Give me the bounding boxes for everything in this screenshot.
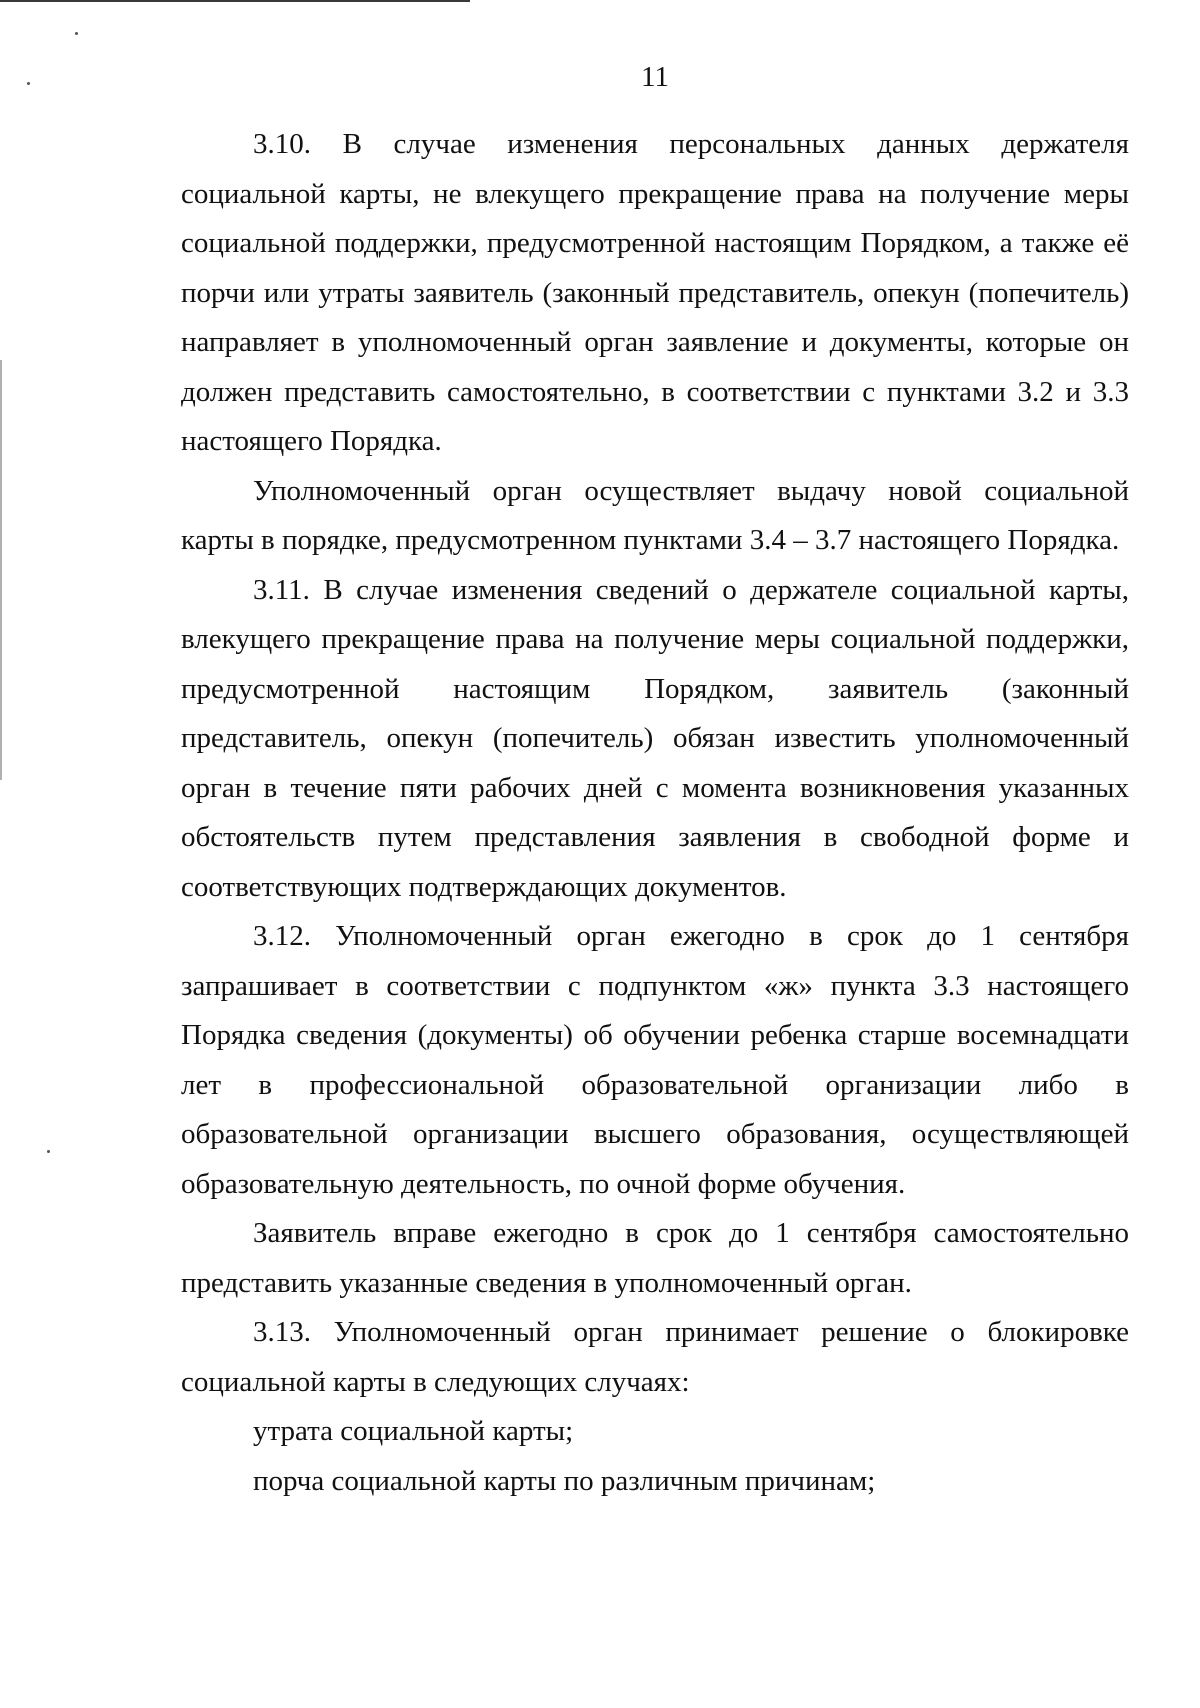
page-number: 11 [641,61,669,93]
list-item-card-loss: утрата социальной карты; [253,1415,574,1447]
list-item-card-damage: порча социальной карты по различным причинам; [253,1464,876,1497]
document-body [181,120,1129,1506]
paragraph-3-12: 3.12. Уполномоченный орган ежегодно в срок до 1 сентября запрашивает в соответствии с подпунктом «ж» пункта 3.3 настоящего Порядка сведения (документы) об обучении ребенка старше восемнадцати лет в профессиональной образовательной организации либо в образовательной организации высшего образования, осуществляющей образовательную деятельность, по очной форме обучения. [181,920,1129,1200]
paragraph-3-11: 3.11. В случае изменения сведений о держателе социальной карты, влекущего прекращение права на получение меры социальной поддержки, предусмотренной настоящим Порядком, заявитель (законный представитель, опекун (попечитель) обязан известить уполномоченный орган в течение пяти рабочих дней с момента возникновения указанных обстоятельств путем представления заявления в свободной форме и соответствующих подтверждающих документов. [181,573,1129,903]
paragraph-new-card-issue: Уполномоченный орган осуществляет выдачу новой социальной карты в порядке, предусмотренном пунктами 3.4 – 3.7 настоящего Порядка. [181,474,1129,556]
paragraph-3-10: 3.10. В случае изменения персональных данных держателя социальной карты, не влекущего прекращение права на получение меры социальной поддержки, предусмотренной настоящим Порядком, а также её порчи или утраты заявитель (законный представитель, опекун (попечитель) направляет в уполномоченный орган заявление и документы, которые он должен представить самостоятельно, в соответствии с пунктами 3.2 и 3.3 настоящего Порядка. [181,128,1129,457]
scan-top-edge-line [0,0,470,2]
scan-speck [47,1150,50,1153]
paragraph-applicant-right: Заявитель вправе ежегодно в срок до 1 сентября самостоятельно представить указанные сведения в уполномоченный орган. [181,1217,1129,1299]
paragraph-3-13: 3.13. Уполномоченный орган принимает решение о блокировке социальной карты в следующих случаях: [181,1316,1129,1398]
scan-left-edge-line [0,360,2,780]
scan-speck [75,32,78,35]
